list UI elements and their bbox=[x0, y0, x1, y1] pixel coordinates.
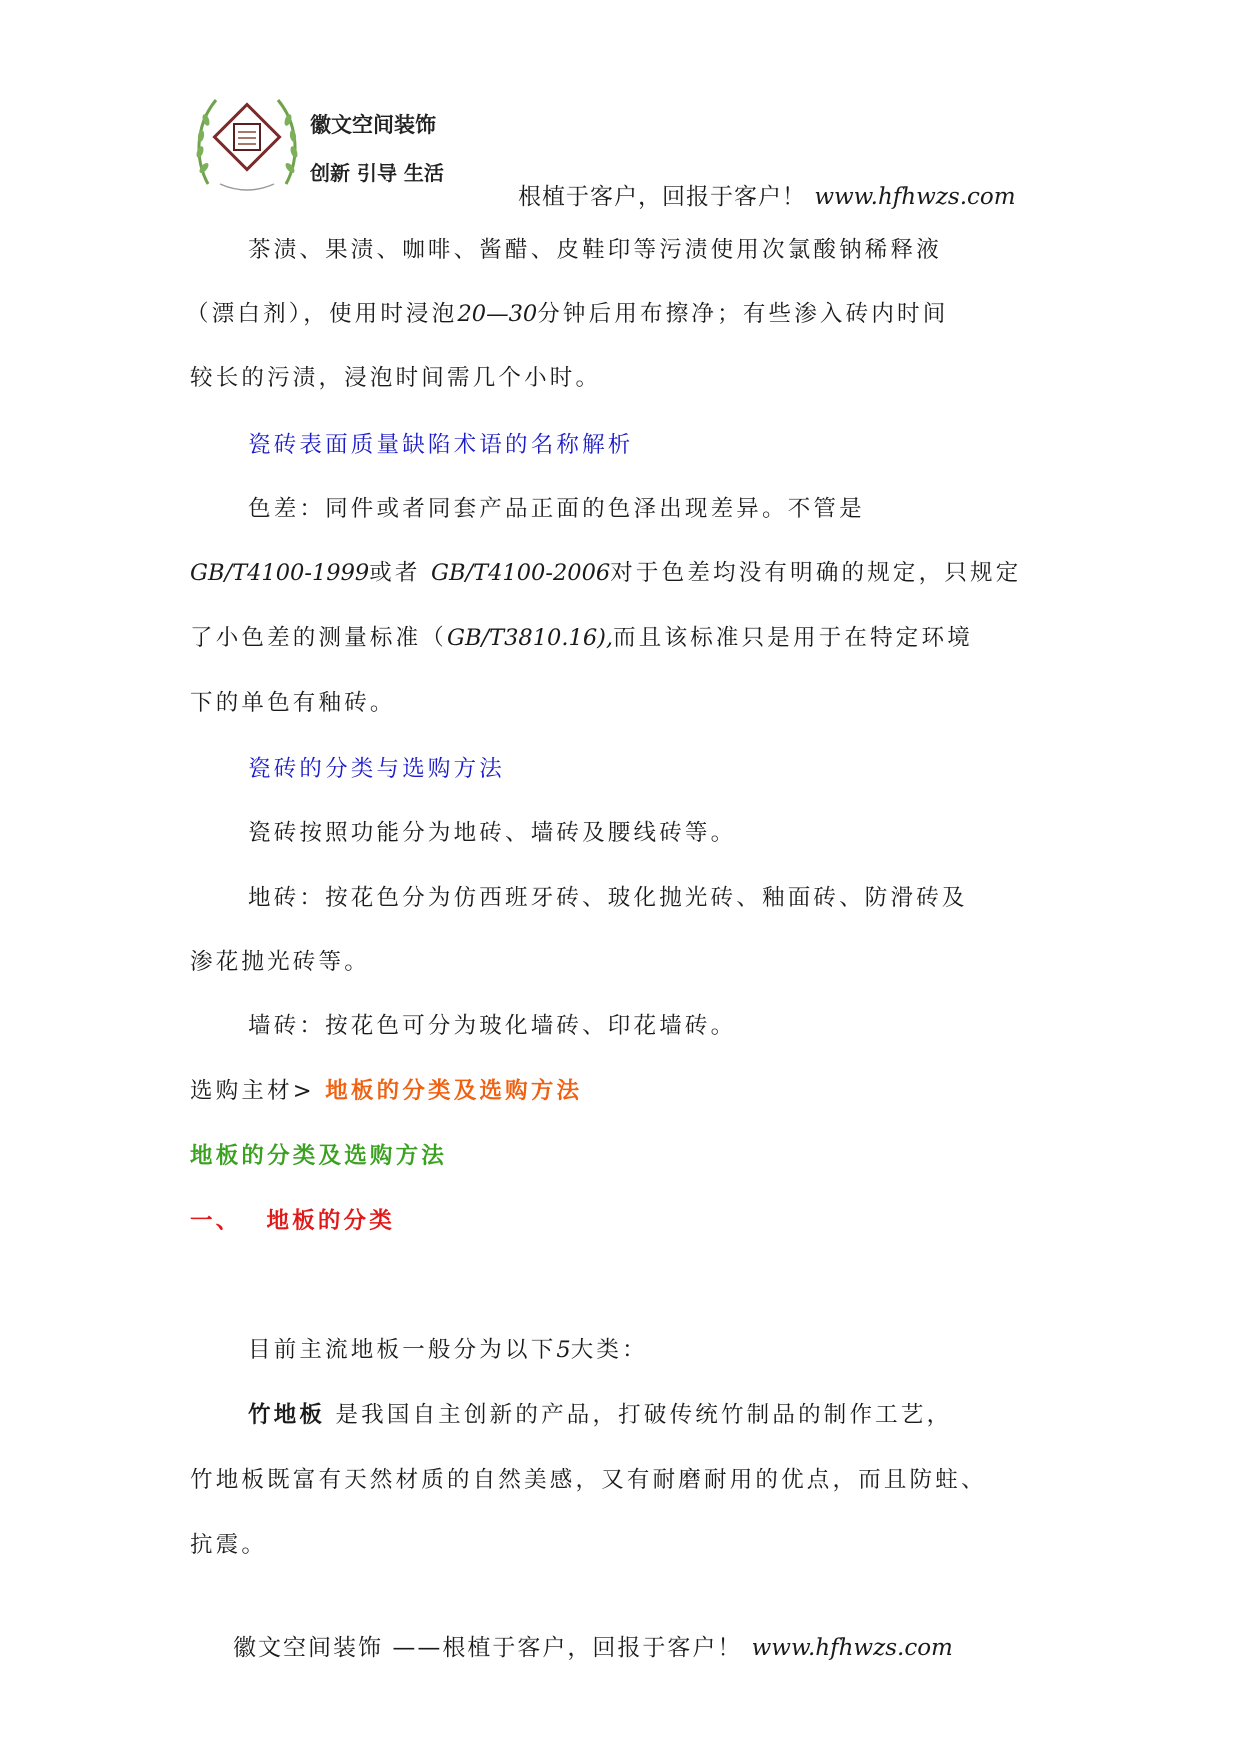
breadcrumb-prefix[interactable]: 选购主材> bbox=[190, 1078, 315, 1104]
p2-line1: 色差：同件或者同套产品正面的色泽出现差异。不管是 bbox=[248, 496, 865, 522]
p1-line2b: 20—30 bbox=[457, 301, 538, 327]
p7-term: 竹地板 bbox=[248, 1402, 326, 1428]
p2-line2a: GB/T4100-1999 bbox=[190, 560, 370, 586]
p4-line2: 渗花抛光砖等。 bbox=[190, 949, 370, 975]
p7-line2: 竹地板既富有天然材质的自然美感，又有耐磨耐用的优点，而且防蛀、 bbox=[190, 1467, 987, 1493]
company-logo bbox=[190, 88, 444, 200]
header-slogan bbox=[518, 178, 1016, 211]
p1-line1: 茶渍、果渍、咖啡、酱醋、皮鞋印等污渍使用次氯酸钠稀释液 bbox=[248, 237, 942, 263]
p6-num: 5 bbox=[556, 1337, 571, 1363]
p5: 墙砖：按花色可分为玻化墙砖、印花墙砖。 bbox=[248, 1013, 737, 1039]
footer-company: 徽文空间装饰 bbox=[233, 1635, 383, 1661]
heading-defects: 瓷砖表面质量缺陷术语的名称解析 bbox=[248, 432, 634, 458]
article-title: 地板的分类及选购方法 bbox=[190, 1143, 448, 1169]
header-slogan-text: 根植于客户，回报于客户！ bbox=[518, 184, 806, 210]
section1-title: 地板的分类 bbox=[266, 1208, 395, 1234]
page-footer bbox=[233, 1629, 953, 1662]
p6-text-a: 目前主流地板一般分为以下 bbox=[248, 1337, 557, 1363]
section1-heading bbox=[190, 1203, 395, 1235]
p2-line4: 下的单色有釉砖。 bbox=[190, 690, 396, 716]
section1-number: 一、 bbox=[190, 1208, 242, 1234]
p2-line2d: 对于色差均没有明确的规定，只规定 bbox=[610, 560, 1022, 586]
footer-url: www.hfhwzs.com bbox=[751, 1635, 953, 1661]
header-url: www.hfhwzs.com bbox=[814, 184, 1016, 210]
logo-text-line2: 创新 引导 生活 bbox=[310, 161, 444, 185]
p2-line3 bbox=[190, 620, 973, 652]
p2-line3a: 了小色差的测量标准（ bbox=[190, 625, 448, 651]
p1-line2c: 分钟后用布擦净；有些渗入砖内时间 bbox=[537, 301, 949, 327]
p7-line1 bbox=[248, 1397, 952, 1429]
breadcrumb bbox=[190, 1073, 582, 1105]
p2-line3b: GB/T3810.16), bbox=[447, 625, 614, 651]
logo-emblem bbox=[190, 88, 444, 200]
heading-classify: 瓷砖的分类与选购方法 bbox=[248, 756, 506, 782]
p6 bbox=[248, 1332, 648, 1364]
p1-line3: 较长的污渍，浸泡时间需几个小时。 bbox=[190, 365, 602, 391]
p4-line1: 地砖：按花色分为仿西班牙砖、玻化抛光砖、釉面砖、防滑砖及 bbox=[248, 885, 968, 911]
p2-line2b: 或者 bbox=[369, 560, 421, 586]
p2-line3c: 而且该标准只是用于在特定环境 bbox=[613, 625, 973, 651]
p6-text-b: 大类： bbox=[570, 1337, 648, 1363]
p3: 瓷砖按照功能分为地砖、墙砖及腰线砖等。 bbox=[248, 820, 737, 846]
p1-line2 bbox=[186, 296, 948, 328]
logo-text-line1: 徽文空间装饰 bbox=[310, 113, 436, 137]
p2-line2 bbox=[190, 555, 1021, 587]
p7-line1-text: 是我国自主创新的产品，打破传统竹制品的制作工艺， bbox=[335, 1402, 953, 1428]
footer-slogan: ——根植于客户，回报于客户！ bbox=[392, 1635, 743, 1661]
p2-line2c: GB/T4100-2006 bbox=[431, 560, 611, 586]
breadcrumb-current[interactable]: 地板的分类及选购方法 bbox=[325, 1078, 583, 1104]
p1-line2a: （漂白剂），使用时浸泡 bbox=[186, 301, 458, 327]
p7-line3: 抗震。 bbox=[190, 1532, 268, 1558]
